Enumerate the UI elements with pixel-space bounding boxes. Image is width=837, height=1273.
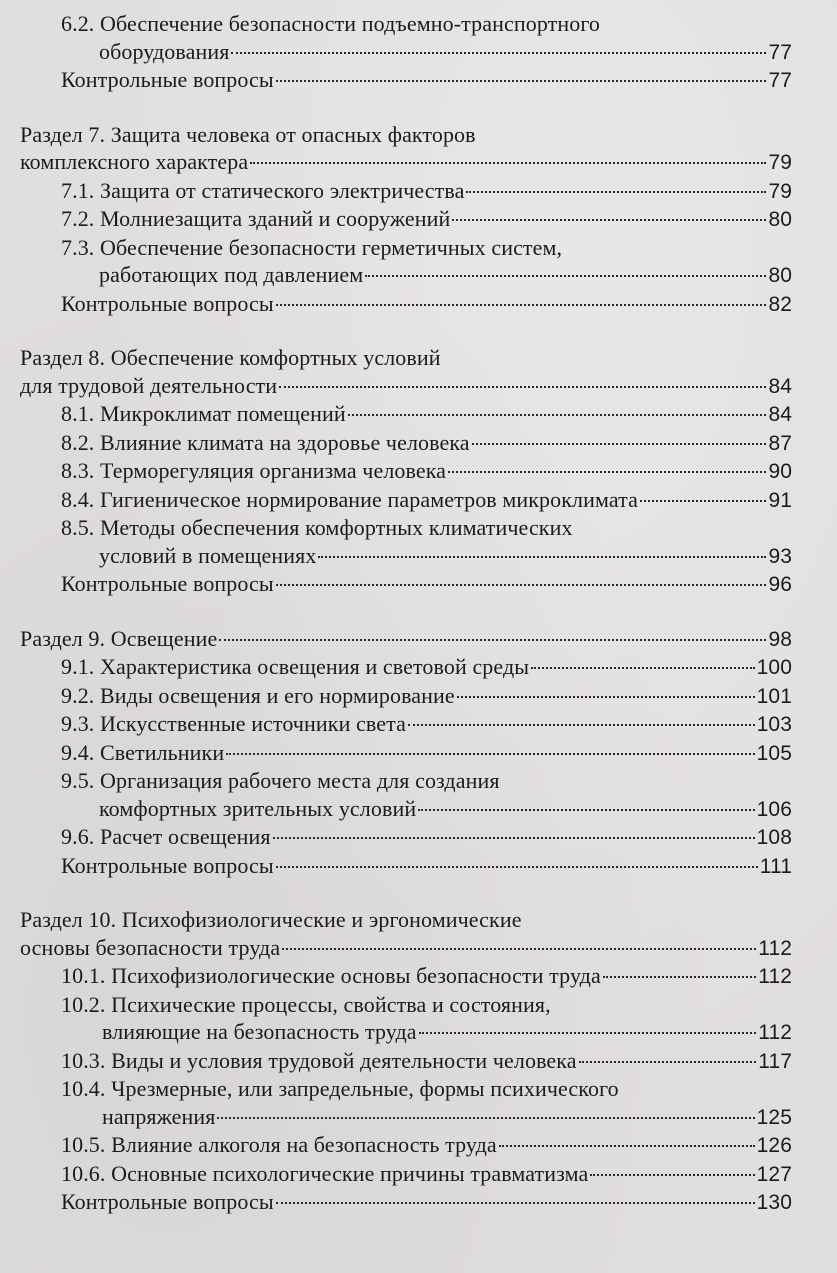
toc-subsection-entry[interactable] — [20, 290, 792, 319]
toc-subsection-entry[interactable] — [20, 400, 792, 429]
toc-entry-title: для трудовой деятельности — [20, 372, 278, 398]
toc-entry-title: условий в помещениях — [99, 542, 317, 568]
page-number: 111 — [759, 854, 792, 878]
toc-line — [20, 400, 792, 429]
page-number: 87 — [768, 431, 792, 455]
toc-entry-title: Раздел 10. Психофизиологические и эргономические — [20, 907, 522, 932]
page-number: 77 — [768, 40, 792, 64]
page-number: 112 — [758, 936, 792, 960]
toc-entry-title: Раздел 7. Защита человека от опасных факторов — [20, 121, 476, 147]
page-number: 112 — [758, 1021, 792, 1044]
dot-leader — [452, 219, 766, 221]
toc-subsection-entry[interactable] — [20, 682, 792, 711]
dot-leader — [418, 809, 754, 811]
toc-line — [20, 767, 792, 795]
dot-leader — [457, 696, 755, 698]
page-number: 100 — [756, 656, 792, 679]
toc-section-group — [20, 625, 792, 881]
toc-line — [20, 795, 792, 824]
toc-entry-title: оборудования — [99, 38, 230, 64]
toc-subsection-entry[interactable] — [20, 570, 792, 599]
toc-entry-title: 10.3. Виды и условия трудовой деятельности человека — [61, 1047, 577, 1073]
dot-leader — [590, 1174, 754, 1176]
page-number: 79 — [768, 151, 792, 174]
toc-entry-title: Контрольные вопросы — [61, 852, 274, 878]
toc-line — [20, 38, 792, 67]
page-number: 125 — [756, 1105, 792, 1129]
toc-section-group — [20, 344, 792, 599]
dot-leader — [273, 837, 755, 839]
toc-subsection-entry[interactable] — [20, 429, 792, 458]
toc-line — [20, 261, 792, 290]
dot-leader — [499, 1145, 755, 1147]
toc-entry-title: 9.1. Характеристика освещения и световой среды — [61, 654, 530, 679]
toc-section-entry[interactable] — [20, 906, 792, 962]
page-number: 80 — [768, 264, 792, 287]
toc-section-group — [20, 10, 792, 95]
page-number: 112 — [758, 965, 792, 988]
toc-entry-title: 9.3. Искусственные источники света — [61, 711, 406, 736]
toc-line — [20, 1160, 792, 1189]
toc-subsection-entry[interactable] — [20, 1131, 792, 1160]
toc-subsection-entry[interactable] — [20, 767, 792, 823]
toc-line — [20, 148, 792, 177]
page-number: 117 — [758, 1049, 792, 1073]
dot-leader — [365, 275, 766, 277]
page-number: 127 — [756, 1162, 792, 1186]
toc-line — [20, 344, 792, 372]
toc-subsection-entry[interactable] — [20, 823, 792, 852]
page-number: 98 — [768, 627, 792, 651]
toc-entry-title: 8.2. Влияние климата на здоровье человека — [61, 429, 470, 455]
dot-leader — [276, 584, 767, 586]
page-number: 103 — [756, 713, 792, 736]
dot-leader — [217, 1117, 754, 1119]
toc-entry-title: 8.4. Гигиеническое нормирование параметров микроклимата — [61, 486, 639, 512]
page-number: 130 — [756, 1191, 792, 1214]
toc-entry-title: Контрольные вопросы — [61, 67, 274, 92]
toc-entry-title: 10.1. Психофизиологические основы безопасности труда — [61, 963, 601, 988]
page-number: 108 — [756, 826, 792, 849]
toc-entry-title: 10.4. Чрезмерные, или запредельные, формы психического — [61, 1076, 619, 1101]
dot-leader — [408, 724, 755, 726]
toc-entry-title: комплексного характера — [20, 149, 249, 174]
toc-line — [20, 625, 792, 654]
toc-line — [20, 991, 792, 1019]
toc-subsection-entry[interactable] — [20, 991, 792, 1047]
toc-subsection-entry[interactable] — [20, 653, 792, 682]
dot-leader — [276, 80, 767, 82]
toc-entry-title: влияющие на безопасность труда — [102, 1019, 417, 1044]
toc-entry-title: 10.5. Влияние алкоголя на безопасность труда — [61, 1132, 497, 1157]
dot-leader — [579, 1061, 757, 1063]
toc-section-group — [20, 121, 792, 319]
toc-entry-title: Раздел 8. Обеспечение комфортных условий — [20, 345, 441, 370]
toc-line — [20, 823, 792, 852]
toc-entry-title: 7.3. Обеспечение безопасности герметичных систем, — [61, 234, 563, 260]
toc-entry-title: комфортных зрительных условий — [99, 795, 417, 821]
toc-line — [20, 934, 792, 963]
toc-section-entry[interactable] — [20, 344, 792, 400]
toc-entry-title: 9.4. Светильники — [61, 739, 225, 765]
toc-line — [20, 682, 792, 711]
toc-subsection-entry[interactable] — [20, 234, 792, 290]
toc-entry-title: 10.2. Психические процессы, свойства и состояния, — [61, 991, 551, 1017]
toc-line — [20, 10, 792, 38]
page-number: 82 — [768, 292, 792, 316]
toc-line — [20, 234, 792, 262]
toc-line — [20, 710, 792, 739]
toc-section-entry[interactable] — [20, 121, 792, 177]
toc-line — [20, 66, 792, 95]
toc-entry-title: основы безопасности труда — [20, 934, 281, 960]
toc-subsection-entry[interactable] — [20, 514, 792, 570]
toc-subsection-entry[interactable] — [20, 486, 792, 515]
dot-leader — [231, 52, 766, 54]
toc-subsection-entry[interactable] — [20, 1075, 792, 1131]
toc-entry-title: 8.3. Терморегуляция организма человека — [61, 458, 447, 483]
dot-leader — [472, 443, 767, 445]
toc-line — [20, 542, 792, 571]
page-number: 126 — [756, 1134, 792, 1157]
page-number: 80 — [768, 208, 792, 231]
toc-section-group — [20, 906, 792, 1217]
dot-leader — [419, 1032, 757, 1034]
page-number: 84 — [768, 374, 792, 398]
page-number: 96 — [768, 573, 792, 596]
toc-subsection-entry[interactable] — [20, 1047, 792, 1076]
toc-line — [20, 852, 792, 881]
dot-leader — [531, 667, 754, 669]
toc-entry-title: 9.5. Организация рабочего места для создания — [61, 768, 500, 793]
dot-leader — [348, 414, 767, 416]
toc-entry-title: 7.1. Защита от статического электричества — [61, 177, 465, 203]
toc-entry-title: 8.1. Микроклимат помещений — [61, 401, 346, 426]
toc-line — [20, 962, 792, 991]
toc-subsection-entry[interactable] — [20, 1160, 792, 1189]
toc-entry-title: Контрольные вопросы — [61, 1189, 274, 1214]
toc-section-entry[interactable] — [20, 625, 792, 654]
dot-leader — [250, 162, 766, 164]
toc-line — [20, 205, 792, 234]
dot-leader — [276, 304, 767, 306]
page-number: 106 — [756, 797, 792, 821]
dot-leader — [448, 471, 766, 473]
page-number: 79 — [768, 179, 792, 203]
toc-subsection-entry[interactable] — [20, 66, 792, 95]
toc-subsection-entry[interactable] — [20, 1188, 792, 1217]
toc-entry-title: 9.6. Расчет освещения — [61, 824, 271, 849]
toc-entry-title: 8.5. Методы обеспечения комфортных климатических — [61, 515, 573, 540]
toc-line — [20, 177, 792, 206]
toc-subsection-entry[interactable] — [20, 739, 792, 768]
dot-leader — [219, 639, 766, 641]
toc-entry-title: Раздел 9. Освещение — [20, 625, 218, 651]
toc-line — [20, 121, 792, 149]
toc-subsection-entry[interactable] — [20, 177, 792, 206]
toc-line — [20, 372, 792, 401]
toc-entry-title: напряжения — [102, 1103, 216, 1129]
toc-entry-title: Контрольные вопросы — [61, 290, 274, 316]
toc-line — [20, 486, 792, 515]
toc-entry-title: 7.2. Молниезащита зданий и сооружений — [61, 206, 451, 231]
toc-line — [20, 457, 792, 486]
toc-subsection-entry[interactable] — [20, 457, 792, 486]
toc-entry-title: Контрольные вопросы — [61, 571, 274, 596]
toc-line — [20, 1047, 792, 1076]
page-number: 101 — [756, 684, 792, 708]
toc-subsection-entry[interactable] — [20, 10, 792, 66]
table-of-contents — [20, 10, 792, 1243]
page-number: 77 — [768, 69, 792, 92]
dot-leader — [276, 866, 758, 868]
toc-line — [20, 1188, 792, 1217]
dot-leader — [466, 191, 766, 193]
toc-line — [20, 1131, 792, 1160]
toc-line — [20, 570, 792, 599]
toc-subsection-entry[interactable] — [20, 205, 792, 234]
toc-subsection-entry[interactable] — [20, 710, 792, 739]
dot-leader — [282, 948, 756, 950]
dot-leader — [276, 1202, 755, 1204]
dot-leader — [603, 976, 756, 978]
toc-line — [20, 1075, 792, 1103]
toc-subsection-entry[interactable] — [20, 852, 792, 881]
page-number: 84 — [768, 403, 792, 426]
toc-line — [20, 1018, 792, 1047]
toc-entry-title: 6.2. Обеспечение безопасности подъемно-транспортного — [61, 11, 601, 36]
toc-line — [20, 429, 792, 458]
dot-leader — [640, 500, 766, 502]
toc-line — [20, 514, 792, 542]
page-number: 93 — [768, 544, 792, 568]
toc-entry-title: работающих под давлением — [99, 262, 364, 287]
page-number: 91 — [768, 488, 792, 512]
toc-line — [20, 290, 792, 319]
dot-leader — [318, 556, 766, 558]
dot-leader — [226, 753, 754, 755]
toc-subsection-entry[interactable] — [20, 962, 792, 991]
toc-line — [20, 906, 792, 934]
toc-line — [20, 739, 792, 768]
page-number: 105 — [756, 741, 792, 765]
toc-entry-title: 9.2. Виды освещения и его нормирование — [61, 682, 455, 708]
toc-entry-title: 10.6. Основные психологические причины травматизма — [61, 1160, 589, 1186]
toc-line — [20, 653, 792, 682]
page-number: 90 — [768, 460, 792, 483]
dot-leader — [279, 386, 766, 388]
toc-line — [20, 1103, 792, 1132]
